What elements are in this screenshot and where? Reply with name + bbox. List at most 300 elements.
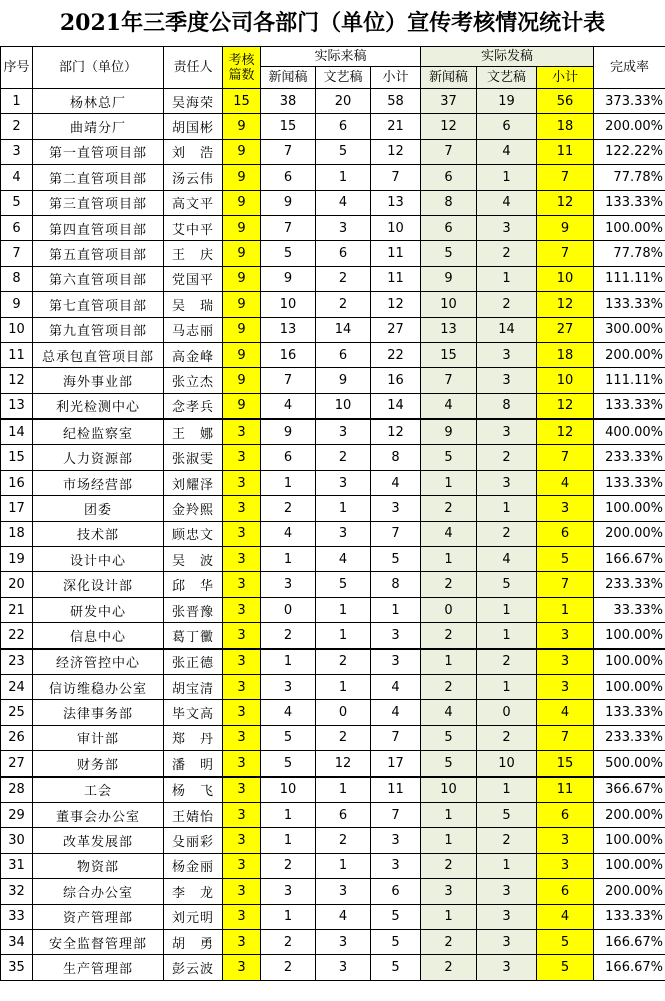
cell-dept: 生产管理部 (33, 955, 164, 980)
cell-person: 殳丽彩 (164, 828, 223, 853)
cell-seq: 19 (1, 547, 33, 572)
cell-received-news: 9 (261, 266, 316, 291)
cell-received-art: 6 (316, 114, 371, 139)
cell-rate: 100.00% (594, 853, 665, 878)
cell-person: 高金峰 (164, 342, 223, 367)
cell-received-art: 1 (316, 165, 371, 190)
cell-received-subtotal: 7 (371, 725, 421, 750)
cell-dept: 第二直管项目部 (33, 165, 164, 190)
table-row (1, 725, 665, 750)
table-row (1, 649, 665, 675)
cell-received-news: 5 (261, 725, 316, 750)
table-row (1, 393, 665, 419)
table-row (1, 521, 665, 546)
table-row (1, 879, 665, 904)
cell-received-subtotal: 7 (371, 165, 421, 190)
cell-received-news: 4 (261, 393, 316, 419)
cell-published-news: 4 (421, 700, 477, 725)
cell-person: 王婧怡 (164, 802, 223, 827)
cell-quota: 3 (223, 623, 261, 649)
cell-published-subtotal: 15 (537, 751, 594, 777)
cell-seq: 24 (1, 674, 33, 699)
cell-quota: 9 (223, 190, 261, 215)
cell-published-news: 1 (421, 470, 477, 495)
cell-rate: 233.33% (594, 725, 665, 750)
cell-published-news: 2 (421, 496, 477, 521)
cell-rate: 200.00% (594, 802, 665, 827)
cell-published-news: 7 (421, 368, 477, 393)
cell-dept: 曲靖分厂 (33, 114, 164, 139)
cell-published-subtotal: 4 (537, 904, 594, 929)
cell-received-art: 1 (316, 623, 371, 649)
table-row (1, 623, 665, 649)
cell-rate: 100.00% (594, 674, 665, 699)
cell-received-subtotal: 12 (371, 139, 421, 164)
header-published-subtotal: 小计 (537, 67, 594, 89)
cell-dept: 深化设计部 (33, 572, 164, 597)
cell-published-news: 0 (421, 597, 477, 622)
table-body (1, 89, 665, 981)
cell-seq: 25 (1, 700, 33, 725)
cell-published-news: 2 (421, 674, 477, 699)
cell-received-subtotal: 6 (371, 879, 421, 904)
cell-rate: 300.00% (594, 317, 665, 342)
cell-person: 郑 丹 (164, 725, 223, 750)
cell-seq: 3 (1, 139, 33, 164)
cell-received-art: 2 (316, 725, 371, 750)
cell-person: 杨金丽 (164, 853, 223, 878)
cell-published-subtotal: 7 (537, 725, 594, 750)
cell-published-news: 9 (421, 419, 477, 445)
cell-received-news: 7 (261, 215, 316, 240)
cell-person: 高文平 (164, 190, 223, 215)
cell-rate: 77.78% (594, 165, 665, 190)
table-row (1, 190, 665, 215)
cell-received-news: 9 (261, 190, 316, 215)
cell-published-subtotal: 5 (537, 547, 594, 572)
cell-person: 杨 飞 (164, 777, 223, 803)
cell-published-art: 1 (477, 777, 537, 803)
table-row (1, 597, 665, 622)
table-row (1, 929, 665, 954)
cell-published-art: 2 (477, 521, 537, 546)
cell-published-news: 5 (421, 725, 477, 750)
cell-person: 金羚熙 (164, 496, 223, 521)
cell-received-news: 2 (261, 623, 316, 649)
cell-published-news: 6 (421, 165, 477, 190)
cell-dept: 第四直管项目部 (33, 215, 164, 240)
cell-rate: 373.33% (594, 89, 665, 114)
table-row (1, 828, 665, 853)
cell-received-news: 3 (261, 879, 316, 904)
cell-rate: 100.00% (594, 496, 665, 521)
cell-received-subtotal: 3 (371, 649, 421, 675)
cell-person: 胡宝清 (164, 674, 223, 699)
cell-person: 王 娜 (164, 419, 223, 445)
cell-rate: 133.33% (594, 700, 665, 725)
cell-dept: 审计部 (33, 725, 164, 750)
cell-dept: 董事会办公室 (33, 802, 164, 827)
cell-seq: 21 (1, 597, 33, 622)
cell-rate: 77.78% (594, 241, 665, 266)
cell-seq: 8 (1, 266, 33, 291)
table-row (1, 547, 665, 572)
cell-published-art: 4 (477, 139, 537, 164)
cell-seq: 30 (1, 828, 33, 853)
table-row (1, 751, 665, 777)
cell-seq: 17 (1, 496, 33, 521)
cell-published-news: 2 (421, 955, 477, 980)
cell-person: 张淑雯 (164, 445, 223, 470)
cell-quota: 3 (223, 853, 261, 878)
cell-published-art: 1 (477, 496, 537, 521)
cell-person: 潘 明 (164, 751, 223, 777)
cell-person: 张立杰 (164, 368, 223, 393)
cell-person: 张正德 (164, 649, 223, 675)
cell-received-art: 12 (316, 751, 371, 777)
cell-received-art: 5 (316, 572, 371, 597)
cell-received-subtotal: 22 (371, 342, 421, 367)
cell-received-news: 1 (261, 649, 316, 675)
cell-rate: 166.67% (594, 955, 665, 980)
cell-seq: 35 (1, 955, 33, 980)
cell-received-art: 4 (316, 190, 371, 215)
cell-quota: 3 (223, 777, 261, 803)
cell-received-art: 2 (316, 292, 371, 317)
cell-received-news: 6 (261, 445, 316, 470)
cell-published-art: 3 (477, 879, 537, 904)
cell-published-art: 3 (477, 342, 537, 367)
cell-received-news: 1 (261, 828, 316, 853)
cell-received-art: 2 (316, 649, 371, 675)
cell-person: 刘耀泽 (164, 470, 223, 495)
cell-published-news: 3 (421, 879, 477, 904)
cell-received-subtotal: 27 (371, 317, 421, 342)
cell-person: 毕文高 (164, 700, 223, 725)
cell-published-news: 37 (421, 89, 477, 114)
cell-published-subtotal: 7 (537, 445, 594, 470)
cell-received-news: 1 (261, 547, 316, 572)
cell-published-news: 10 (421, 777, 477, 803)
cell-received-art: 3 (316, 419, 371, 445)
cell-seq: 13 (1, 393, 33, 419)
header-published: 实际发稿 (421, 47, 594, 67)
cell-published-art: 3 (477, 904, 537, 929)
cell-published-news: 1 (421, 904, 477, 929)
cell-received-subtotal: 12 (371, 292, 421, 317)
table-row (1, 266, 665, 291)
cell-dept: 设计中心 (33, 547, 164, 572)
cell-quota: 3 (223, 445, 261, 470)
cell-received-art: 1 (316, 674, 371, 699)
cell-received-news: 2 (261, 496, 316, 521)
cell-received-art: 3 (316, 955, 371, 980)
cell-person: 王 庆 (164, 241, 223, 266)
cell-person: 顾忠文 (164, 521, 223, 546)
table-row (1, 572, 665, 597)
cell-dept: 海外事业部 (33, 368, 164, 393)
cell-quota: 9 (223, 292, 261, 317)
cell-seq: 28 (1, 777, 33, 803)
cell-rate: 400.00% (594, 419, 665, 445)
cell-received-art: 5 (316, 139, 371, 164)
cell-rate: 233.33% (594, 572, 665, 597)
table-row (1, 368, 665, 393)
cell-published-news: 2 (421, 572, 477, 597)
cell-quota: 3 (223, 649, 261, 675)
cell-received-subtotal: 5 (371, 955, 421, 980)
cell-published-subtotal: 18 (537, 342, 594, 367)
cell-received-subtotal: 16 (371, 368, 421, 393)
cell-published-art: 3 (477, 215, 537, 240)
table-row (1, 215, 665, 240)
cell-dept: 综合办公室 (33, 879, 164, 904)
cell-published-art: 2 (477, 725, 537, 750)
cell-published-art: 6 (477, 114, 537, 139)
cell-received-art: 9 (316, 368, 371, 393)
cell-published-subtotal: 12 (537, 292, 594, 317)
cell-dept: 第三直管项目部 (33, 190, 164, 215)
cell-received-news: 7 (261, 139, 316, 164)
header-person: 责任人 (164, 47, 223, 89)
cell-published-subtotal: 7 (537, 572, 594, 597)
cell-person: 吴海荣 (164, 89, 223, 114)
table-row (1, 955, 665, 980)
cell-received-news: 1 (261, 470, 316, 495)
cell-published-news: 4 (421, 521, 477, 546)
cell-published-news: 6 (421, 215, 477, 240)
cell-received-news: 3 (261, 572, 316, 597)
cell-quota: 3 (223, 879, 261, 904)
cell-published-subtotal: 56 (537, 89, 594, 114)
cell-published-art: 3 (477, 955, 537, 980)
cell-seq: 18 (1, 521, 33, 546)
cell-dept: 人力资源部 (33, 445, 164, 470)
cell-quota: 9 (223, 114, 261, 139)
table-row (1, 445, 665, 470)
cell-quota: 3 (223, 725, 261, 750)
cell-rate: 100.00% (594, 215, 665, 240)
table-row (1, 700, 665, 725)
cell-received-subtotal: 13 (371, 190, 421, 215)
cell-received-news: 10 (261, 292, 316, 317)
cell-quota: 9 (223, 368, 261, 393)
cell-received-art: 1 (316, 496, 371, 521)
cell-received-art: 4 (316, 547, 371, 572)
cell-received-subtotal: 17 (371, 751, 421, 777)
cell-published-art: 1 (477, 165, 537, 190)
cell-received-art: 1 (316, 853, 371, 878)
table-row (1, 674, 665, 699)
cell-published-subtotal: 12 (537, 190, 594, 215)
cell-dept: 资产管理部 (33, 904, 164, 929)
cell-received-news: 2 (261, 955, 316, 980)
cell-received-news: 5 (261, 751, 316, 777)
cell-received-art: 3 (316, 929, 371, 954)
cell-rate: 111.11% (594, 368, 665, 393)
cell-person: 胡 勇 (164, 929, 223, 954)
cell-received-art: 3 (316, 470, 371, 495)
cell-rate: 100.00% (594, 649, 665, 675)
cell-seq: 5 (1, 190, 33, 215)
cell-published-subtotal: 10 (537, 266, 594, 291)
cell-received-art: 1 (316, 777, 371, 803)
cell-published-art: 1 (477, 266, 537, 291)
cell-received-news: 38 (261, 89, 316, 114)
cell-quota: 3 (223, 521, 261, 546)
cell-seq: 23 (1, 649, 33, 675)
cell-person: 艾中平 (164, 215, 223, 240)
cell-published-news: 7 (421, 139, 477, 164)
cell-quota: 9 (223, 342, 261, 367)
cell-published-art: 19 (477, 89, 537, 114)
table-row (1, 470, 665, 495)
page-title: 2021年三季度公司各部门（单位）宣传考核情况统计表 (59, 10, 606, 36)
cell-rate: 200.00% (594, 342, 665, 367)
cell-published-art: 3 (477, 929, 537, 954)
cell-person: 刘元明 (164, 904, 223, 929)
statistics-table (0, 46, 665, 981)
header-received: 实际来稿 (261, 47, 421, 67)
cell-published-news: 1 (421, 802, 477, 827)
cell-seq: 34 (1, 929, 33, 954)
header-quota-line2: 篇数 (228, 67, 255, 83)
cell-dept: 市场经营部 (33, 470, 164, 495)
header-quota (223, 47, 261, 89)
cell-seq: 29 (1, 802, 33, 827)
cell-quota: 3 (223, 572, 261, 597)
cell-published-news: 2 (421, 853, 477, 878)
cell-rate: 100.00% (594, 828, 665, 853)
cell-rate: 133.33% (594, 904, 665, 929)
header-received-news: 新闻稿 (261, 67, 316, 89)
cell-received-subtotal: 12 (371, 419, 421, 445)
cell-published-subtotal: 4 (537, 470, 594, 495)
cell-published-news: 4 (421, 393, 477, 419)
cell-received-art: 2 (316, 828, 371, 853)
cell-person: 汤云伟 (164, 165, 223, 190)
cell-published-art: 1 (477, 597, 537, 622)
cell-seq: 20 (1, 572, 33, 597)
cell-person: 彭云波 (164, 955, 223, 980)
header-quota-line1: 考核 (228, 52, 255, 68)
cell-seq: 9 (1, 292, 33, 317)
cell-quota: 3 (223, 904, 261, 929)
cell-quota: 15 (223, 89, 261, 114)
cell-quota: 9 (223, 241, 261, 266)
cell-received-art: 3 (316, 521, 371, 546)
cell-published-news: 12 (421, 114, 477, 139)
cell-person: 胡国彬 (164, 114, 223, 139)
cell-received-art: 0 (316, 700, 371, 725)
cell-dept: 团委 (33, 496, 164, 521)
cell-dept: 改革发展部 (33, 828, 164, 853)
cell-published-art: 2 (477, 828, 537, 853)
cell-seq: 32 (1, 879, 33, 904)
cell-published-subtotal: 3 (537, 853, 594, 878)
cell-published-subtotal: 11 (537, 139, 594, 164)
cell-published-news: 13 (421, 317, 477, 342)
cell-published-news: 2 (421, 623, 477, 649)
cell-received-news: 0 (261, 597, 316, 622)
cell-person: 吴 瑞 (164, 292, 223, 317)
header-rate: 完成率 (594, 47, 665, 89)
cell-received-subtotal: 7 (371, 802, 421, 827)
cell-dept: 研发中心 (33, 597, 164, 622)
cell-person: 葛丁黴 (164, 623, 223, 649)
cell-rate: 111.11% (594, 266, 665, 291)
cell-rate: 133.33% (594, 190, 665, 215)
table-row (1, 292, 665, 317)
cell-dept: 杨林总厂 (33, 89, 164, 114)
header-published-news: 新闻稿 (421, 67, 477, 89)
cell-seq: 33 (1, 904, 33, 929)
cell-received-news: 7 (261, 368, 316, 393)
table-row (1, 853, 665, 878)
cell-rate: 122.22% (594, 139, 665, 164)
cell-received-subtotal: 3 (371, 853, 421, 878)
cell-quota: 3 (223, 751, 261, 777)
cell-seq: 4 (1, 165, 33, 190)
cell-published-art: 2 (477, 445, 537, 470)
table-row (1, 777, 665, 803)
cell-published-subtotal: 1 (537, 597, 594, 622)
cell-quota: 3 (223, 802, 261, 827)
cell-received-news: 1 (261, 904, 316, 929)
cell-dept: 安全监督管理部 (33, 929, 164, 954)
table-row (1, 89, 665, 114)
cell-seq: 10 (1, 317, 33, 342)
cell-received-subtotal: 11 (371, 241, 421, 266)
cell-received-subtotal: 58 (371, 89, 421, 114)
cell-received-subtotal: 3 (371, 623, 421, 649)
cell-published-subtotal: 12 (537, 393, 594, 419)
cell-quota: 3 (223, 929, 261, 954)
cell-published-subtotal: 5 (537, 929, 594, 954)
cell-published-subtotal: 10 (537, 368, 594, 393)
cell-published-art: 4 (477, 547, 537, 572)
cell-received-art: 6 (316, 241, 371, 266)
cell-received-subtotal: 8 (371, 445, 421, 470)
cell-published-news: 1 (421, 828, 477, 853)
cell-published-art: 1 (477, 853, 537, 878)
cell-rate: 200.00% (594, 879, 665, 904)
cell-dept: 第五直管项目部 (33, 241, 164, 266)
cell-received-news: 2 (261, 929, 316, 954)
cell-published-news: 5 (421, 751, 477, 777)
cell-quota: 3 (223, 955, 261, 980)
cell-quota: 9 (223, 266, 261, 291)
cell-received-news: 16 (261, 342, 316, 367)
cell-received-news: 6 (261, 165, 316, 190)
cell-received-news: 9 (261, 419, 316, 445)
cell-published-subtotal: 3 (537, 623, 594, 649)
cell-received-news: 15 (261, 114, 316, 139)
cell-published-art: 3 (477, 368, 537, 393)
cell-received-subtotal: 7 (371, 521, 421, 546)
cell-published-news: 1 (421, 547, 477, 572)
cell-published-subtotal: 7 (537, 241, 594, 266)
cell-received-news: 10 (261, 777, 316, 803)
cell-published-subtotal: 6 (537, 802, 594, 827)
cell-rate: 166.67% (594, 547, 665, 572)
cell-received-art: 20 (316, 89, 371, 114)
cell-rate: 200.00% (594, 521, 665, 546)
cell-dept: 第一直管项目部 (33, 139, 164, 164)
cell-received-subtotal: 10 (371, 215, 421, 240)
cell-published-subtotal: 3 (537, 828, 594, 853)
cell-published-art: 1 (477, 674, 537, 699)
